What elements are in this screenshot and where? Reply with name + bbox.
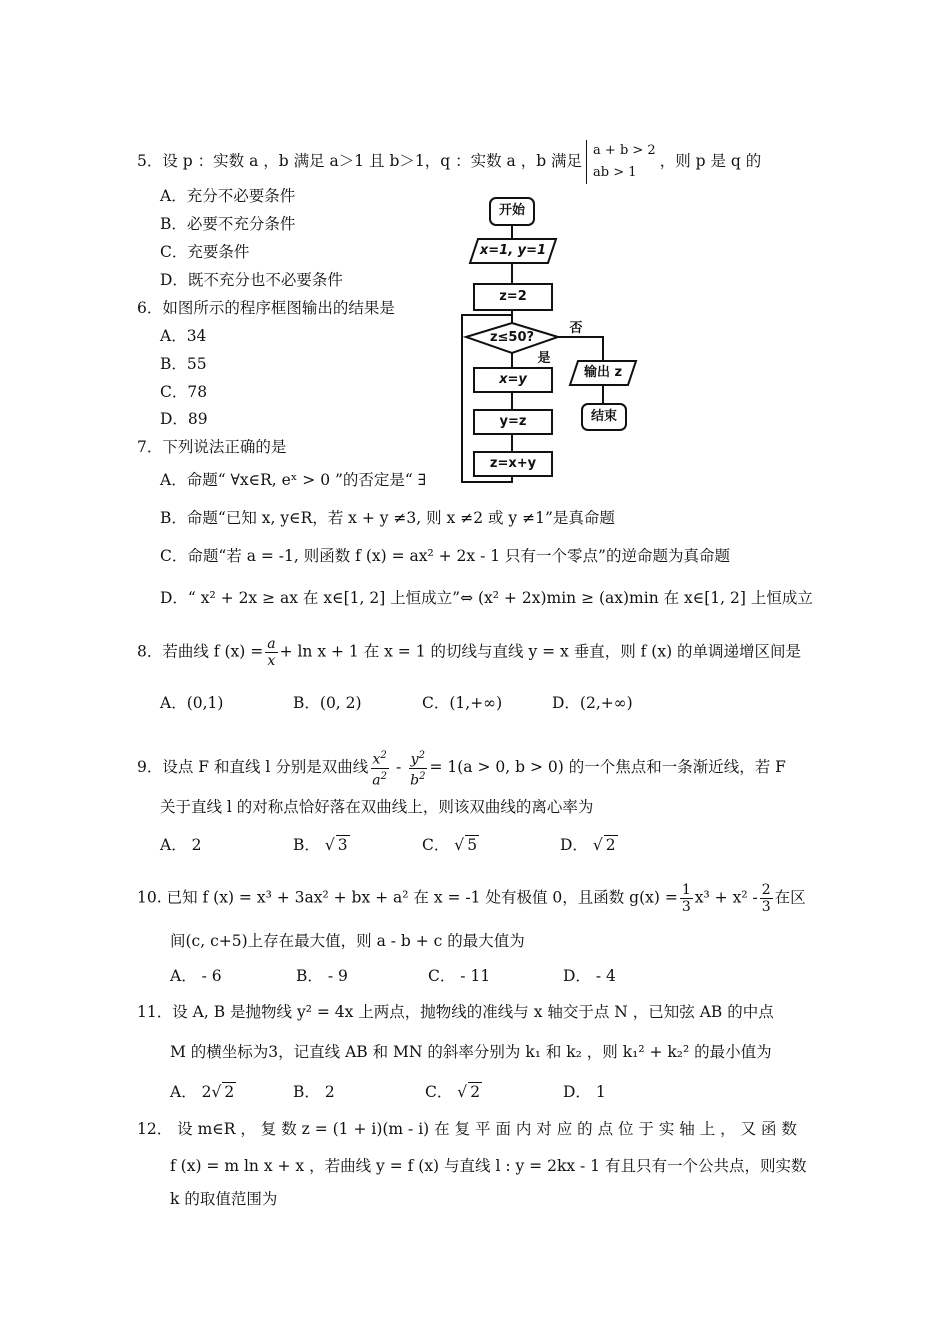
flowchart-no-label: 否 xyxy=(569,321,583,336)
q11-option-d: D． 1 xyxy=(563,1083,606,1101)
q10-option-a: A． - 6 xyxy=(170,967,222,985)
flowchart-init: x=1, y=1 xyxy=(479,243,547,258)
q7-option-a: A．命题“ ∀x∈R, eˣ > 0 ”的否定是“ ∃ xyxy=(160,471,427,489)
q10-option-d: D． - 4 xyxy=(563,967,616,985)
q10-option-b: B． - 9 xyxy=(296,967,348,985)
q11-line2: M 的横坐标为3，记直线 AB 和 MN 的斜率分别为 k₁ 和 k₂ ，则 k₁² + k₂² 的最小值为 xyxy=(170,1043,772,1061)
q9-line2: 关于直线 l 的对称点恰好落在双曲线上，则该双曲线的离心率为 xyxy=(160,798,594,816)
q5-system: a + b > 2 ab > 1 xyxy=(586,140,656,184)
q10-line2: 间(c, c+5)上存在最大值，则 a - b + c 的最大值为 xyxy=(170,932,525,950)
flowchart-condition: z≤50? xyxy=(489,330,535,345)
q9-stem: 9．设点 F 和直线 l 分别是双曲线 $\frac{x^2}{a^2}$ - $\frac{y^2}{b^2}$ = 1(a > 0, b > 0) 的一个焦点和一条渐近线，若 F xyxy=(137,750,786,789)
flowchart-yes-label: 是 xyxy=(537,351,551,366)
q11-option-b: B． 2 xyxy=(293,1083,335,1101)
program-flowchart xyxy=(460,195,660,485)
q6-option-a: A．34 xyxy=(160,327,207,345)
q5-option-a: A．充分不必要条件 xyxy=(160,187,296,205)
q7-option-b: B．命题“已知 x, y∈R，若 x + y ≠3, 则 x ≠2 或 y ≠1”是真命题 xyxy=(160,509,615,527)
q12-line3: k 的取值范围为 xyxy=(170,1190,278,1208)
flowchart-zxy: z=x+y xyxy=(489,456,537,471)
q8-option-c: C．(1,+∞) xyxy=(422,694,503,712)
q12-line1: 12． 设 m∈R ， 复 数 z = (1 + i)(m - i) 在 复 平 面 内 对 应 的 点 位 于 实 轴 上 ， 又 函 数 xyxy=(137,1120,797,1138)
q10-stem: 10. 已知 f (x) = x³ + 3ax² + bx + a² 在 x = -1 处有极值 0，且函数 g(x) = $\frac{1}{3}$ x³ + x² - $\frac{2}{3}$ 在区 xyxy=(137,882,806,915)
flowchart-start: 开始 xyxy=(498,203,525,218)
flowchart-xy: x=y xyxy=(499,372,527,387)
q5-stem: 5．设 p ：实数 a ，b 满足 a＞1 且 b＞1，q ：实数 a ，b 满足a + b > 2 ab > 1，则 p 是 q 的 xyxy=(137,140,761,184)
q9-option-a: A． 2 xyxy=(160,836,202,854)
q7-stem: 7．下列说法正确的是 xyxy=(137,438,287,456)
q5-option-c: C．充要条件 xyxy=(160,243,250,261)
q8-fraction: $\frac{a}{x}$ xyxy=(267,636,276,669)
q9-fraction-x: $\frac{x^2}{a^2}$ xyxy=(372,750,388,789)
q9-option-b: B． √ 3 xyxy=(293,836,348,854)
q10-option-c: C． - 11 xyxy=(428,967,491,985)
q11-option-a: A． 2√ 2 xyxy=(170,1083,235,1101)
q10-fraction-1: $\frac{1}{3}$ xyxy=(681,882,691,915)
q8-option-a: A．(0,1) xyxy=(160,694,224,712)
q11-line1: 11．设 A, B 是抛物线 y² = 4x 上两点，抛物线的准线与 x 轴交于点 N ，已知弦 AB 的中点 xyxy=(137,1003,774,1021)
q7-option-c: C．命题“若 a = -1, 则函数 f (x) = ax² + 2x - 1 只有一个零点”的逆命题为真命题 xyxy=(160,547,730,565)
q6-option-d: D．89 xyxy=(160,410,208,428)
q5-option-b: B．必要不充分条件 xyxy=(160,215,296,233)
q5-option-d: D．既不充分也不必要条件 xyxy=(160,271,343,289)
q9-option-c: C． √ 5 xyxy=(422,836,478,854)
flowchart-end: 结束 xyxy=(590,409,617,424)
q9-fraction-y: $\frac{y^2}{b^2}$ xyxy=(410,750,426,789)
q12-line2: f (x) = m ln x + x ，若曲线 y = f (x) 与直线 l : y = 2kx - 1 有且只有一个公共点，则实数 xyxy=(170,1157,807,1175)
q8-option-d: D．(2,+∞) xyxy=(552,694,633,712)
q10-fraction-2: $\frac{2}{3}$ xyxy=(761,882,771,915)
flowchart-z2: z=2 xyxy=(499,289,527,304)
q6-stem: 6．如图所示的程序框图输出的结果是 xyxy=(137,299,395,317)
flowchart-yz: y=z xyxy=(499,414,527,429)
q9-option-d: D． √ 2 xyxy=(560,836,616,854)
q7-option-d: D．“ x² + 2x ≥ ax 在 x∈[1, 2] 上恒成立”⇔ (x² + 2x)min ≥ (ax)min 在 x∈[1, 2] 上恒成立 xyxy=(160,589,813,607)
q6-option-c: C．78 xyxy=(160,383,208,401)
q11-option-c: C． √ 2 xyxy=(425,1083,481,1101)
flowchart-output: 输出 z xyxy=(583,365,623,380)
q8-option-b: B．(0, 2) xyxy=(293,694,362,712)
q6-option-b: B．55 xyxy=(160,355,207,373)
q8-stem: 8．若曲线 f (x) = $\frac{a}{x}$ + ln x + 1 在 x = 1 的切线与直线 y = x 垂直，则 f (x) 的单调递增区间是 xyxy=(137,636,802,669)
